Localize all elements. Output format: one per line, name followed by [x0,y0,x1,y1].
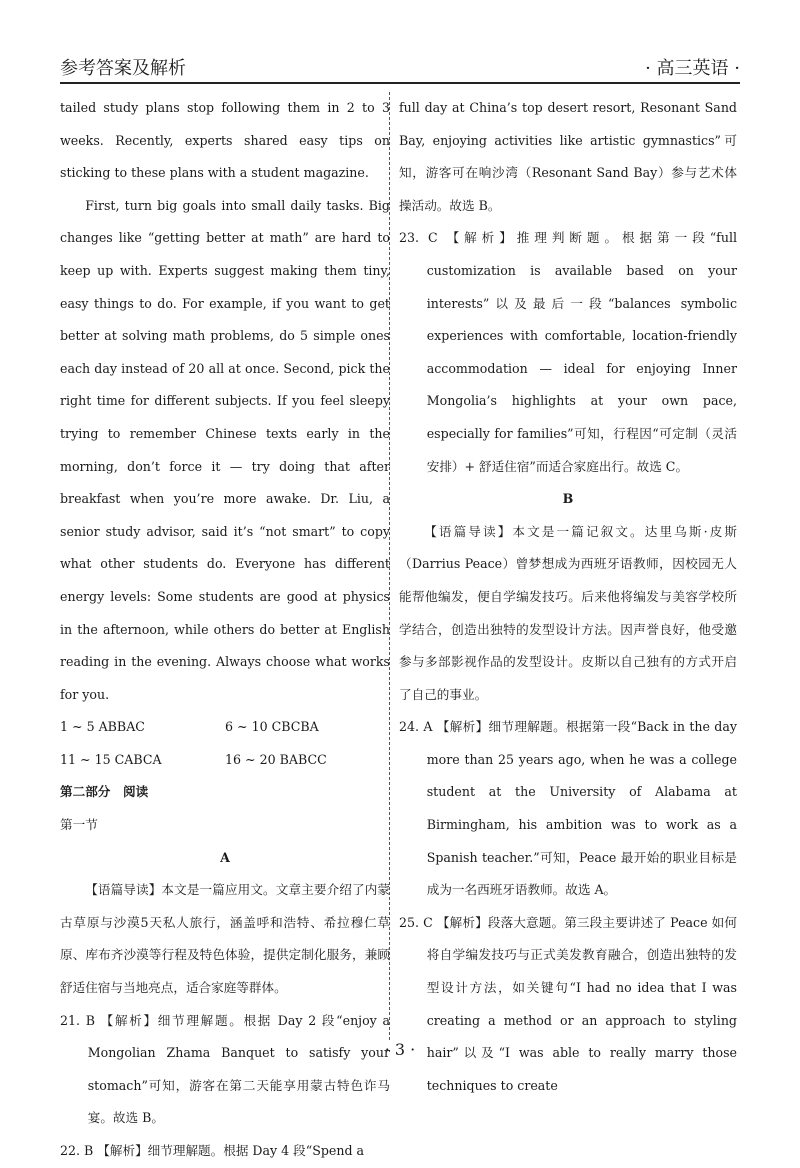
passage-intro: 【语篇导读】本文是一篇记叙文。达里乌斯·皮斯（Darrius Peace）曾梦想成为西班牙语教师，因校园无人能帮他编发，便自学编发技巧。后来他将编发与美容学校所学结合，创造出独特的发型设计方法。因声誉良好，他受邀参与多部影视作品的发型设计。皮斯以自己独有的方式开启了自己的事业。 [399,523,737,702]
passage-intro: 【语篇导读】本文是一篇应用文。文章主要介绍了内蒙古草原与沙漠5天私人旅行，涵盖呼和浩特、希拉穆仁草原、库布齐沙漠等行程及特色体验，提供定制化服务，兼顾舒适住宿与当地亮点，适合家庭等群体。 [60,882,390,996]
answer-explanation-continued: full day at China’s top desert resort, Resonant Sand Bay, enjoying activities like artistic gymnastics”可知，游客可在响沙湾（Resonant Sand Bay）参与艺术体操活动。故选 B。 [399,100,737,213]
section-title: 第一节 [60,817,98,833]
paragraph: First, turn big goals into small daily tasks. Big changes like “getting better at math” are hard to keep up with. Experts suggest making them tiny, easy things to do. For example, if you want to get better at solving math problems, do 5 simple ones each day instead of 20 all at once. Second, pick the right time for different subjects. If you feel sleepy trying to remember Chinese texts early in the morning, don’t force it — try doing that after breakfast when you’re more awake. Dr. Liu, a senior study advisor, said it’s “not smart” to copy what other students do. Everyone has different energy levels: Some students are good at physics in the afternoon, while others do better at English reading in the evening. Always choose what works for you. [60,197,390,702]
passage-label: B [562,491,574,507]
passage-label: A [220,849,230,865]
answer-group: 6 ~ 10 CBCBA [225,719,319,735]
answer-group: 11 ~ 15 CABCA [60,751,162,767]
answer-explanation: 22. B 【解析】细节理解题。根据 Day 4 段“Spend a [60,1143,365,1158]
column-divider [389,92,390,1040]
answer-explanation: 21. B 【解析】细节理解题。根据 Day 2 段“enjoy a Mongolian Zhama Banquet to satisfy your stomach”可知，游客在第二天能享用蒙古特色诈马宴。故选 B。 [60,1012,390,1126]
right-column [399,92,737,1102]
answer-explanation: 24. A 【解析】细节理解题。根据第一段“Back in the day more than 25 years ago, when he was a college student at the University of Alabama at Birmingham, his ambition was to work as a Spanish teacher.”可知，Peace 最开始的职业目标是成为一名西班牙语教师。故选 A。 [399,719,737,898]
page-number: · 3 · [384,1040,416,1059]
answer-explanation: 23. C 【解析】推理判断题。根据第一段“full customization is available based on your interests”以及最后一段“balances symbolic experiences with comfortable, location-friendly accommodation — ideal for enjoying Inner Mongolia’s highlights at your own pace, especially for families”可知，行程因“可定制（灵活安排）+ 舒适住宿”而适合家庭出行。故选 C。 [399,230,737,474]
header-subject: · 高三英语 · [645,58,740,79]
answer-group: 1 ~ 5 ABBAC [60,719,145,735]
left-column [60,92,390,1168]
paragraph: tailed study plans stop following them in 2 to 3 weeks. Recently, experts shared easy tips on sticking to these plans with a student magazine. [60,100,390,181]
answer-row [60,711,390,744]
answer-row [60,744,390,777]
header-title: 参考答案及解析 [60,58,186,79]
page-header [60,48,740,84]
answer-explanation: 25. C 【解析】段落大意题。第三段主要讲述了 Peace 如何将自学编发技巧与正式美发教育融合，创造出独特的发型设计方法，如关键句“I had no idea that I was creating a method or an approach to styling hair”以及“I was able to really marry those techniques to create [399,914,737,1093]
part-title: 第二部分 阅读 [60,784,149,800]
answer-group: 16 ~ 20 BABCC [225,751,327,767]
